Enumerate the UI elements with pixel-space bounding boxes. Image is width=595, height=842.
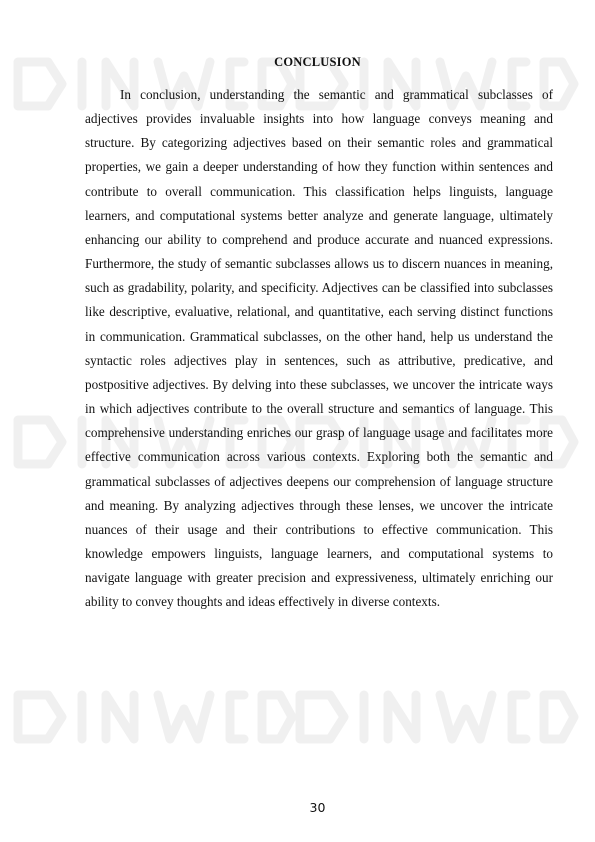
page-title: CONCLUSION <box>274 55 361 69</box>
body-paragraph: In conclusion, understanding the semantic and grammatical subclasses of adjectives provides invaluable insights into how language conveys meaning and structure. By categorizing adjectives based on their semantic roles and grammatical properties, we gain a deeper understanding of how they function within sentences and contribute to overall communication. This classification helps linguists, language learners, and computational systems better analyze and generate language, ultimately enhancing our ability to comprehend and produce accurate and nuanced expressions. Furthermore, the study of semantic subclasses allows us to discern nuances in meaning, such as gradability, polarity, and specificity. Adjectives can be classified into subclasses like descriptive, evaluative, relational, and quantitative, each serving distinct functions in communication. Grammatical subclasses, on the other hand, help us understand the syntactic roles adjectives play in sentences, such as attributive, predicative, and postpositive adjectives. By delving into these subclasses, we uncover the intricate ways in which adjectives contribute to the overall structure and semantics of language. This comprehensive understanding enriches our grasp of language usage and facilitates more effective communication across various contexts. Exploring both the semantic and grammatical subclasses of adjectives deepens our comprehension of language structure and meaning. By analyzing adjectives through these lenses, we uncover the intricate nuances of their usage and their contributions to effective communication. This knowledge empowers linguists, language learners, and computational systems to navigate language with greater precision and expressiveness, ultimately enriching our ability to convey thoughts and ideas effectively in diverse contexts. <box>85 87 553 610</box>
page-number: 30 <box>309 800 326 815</box>
